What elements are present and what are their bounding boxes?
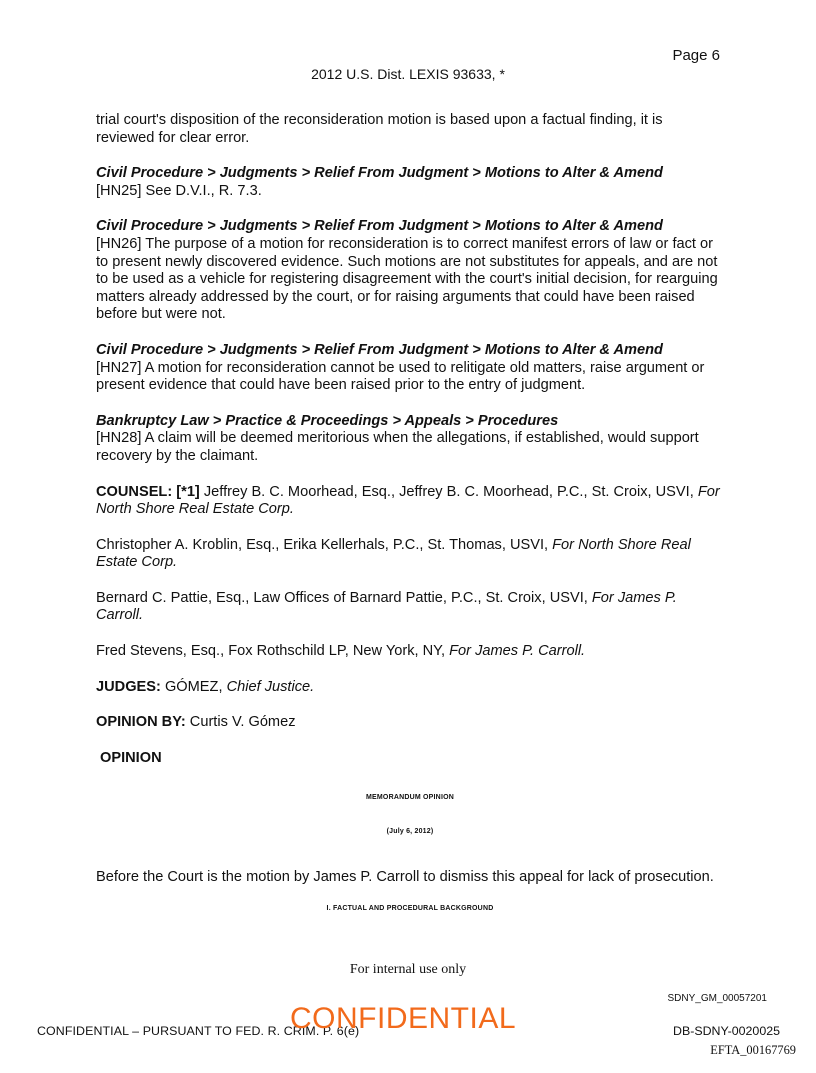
counsel-text: Christopher A. Kroblin, Esq.,	[96, 536, 280, 553]
judge-title: Chief Justice.	[226, 678, 315, 695]
opinion-by-label: OPINION BY:	[96, 714, 186, 731]
document-body	[96, 112, 724, 936]
headnote-topic: Civil Procedure > Judgments > Relief From Judgment > Motions to Alter & Amend	[96, 341, 663, 358]
counsel-label: COUNSEL:	[96, 483, 173, 500]
lexis-citation: 2012 U.S. Dist. LEXIS 93633, *	[311, 66, 505, 82]
headnote-hn26	[96, 218, 724, 324]
paragraph: trial court's disposition of the reconsideration motion is based upon a factual finding, it is reviewed for clear error.	[96, 112, 663, 146]
opinion-heading: OPINION	[100, 749, 162, 766]
counsel-client: For North Shore Real Estate Corp.	[96, 536, 691, 571]
headnote-topic: Bankruptcy Law > Practice & Proceedings > Appeals > Procedures	[96, 412, 559, 429]
headnote-topic: Civil Procedure > Judgments > Relief From Judgment > Motions to Alter & Amend	[96, 165, 663, 182]
counsel-client: For North Shore Real Estate Corp.	[96, 483, 720, 518]
counsel-entry	[96, 537, 724, 572]
opinion-by-line	[96, 714, 724, 732]
headnote-text: [HN26] The purpose of a motion for reconsideration is to correct manifest errors of law or fact or to present newly discovered evidence. Such motions are not substitutes for appeals, and are not to be used as a vehicle for registering disagreement with the court's initial decision, for rearguing matters already addressed by the court, or for raising arguments that could have been raised before but were not.	[96, 235, 718, 323]
counsel-entry	[96, 484, 724, 519]
paragraph: Before the Court is the motion by James P. Carroll to dismiss this appeal for lack of prosecution.	[96, 868, 714, 885]
judges-line	[96, 679, 724, 697]
section-heading: I. FACTUAL AND PROCEDURAL BACKGROUND	[326, 905, 494, 913]
headnote-topic: Civil Procedure > Judgments > Relief From Judgment > Motions to Alter & Amend	[96, 218, 663, 235]
judges-label: JUDGES:	[96, 678, 161, 695]
counsel-client: For James P. Carroll.	[449, 643, 586, 660]
counsel-client: For James P. Carroll.	[96, 589, 677, 624]
judge-name: GÓMEZ,	[164, 678, 223, 695]
bates-number-sdny: SDNY_GM_00057201	[667, 993, 767, 1004]
counsel-name: Erika Kellerhals	[283, 536, 385, 553]
counsel-text: , P.C., St. Thomas, USVI,	[384, 536, 549, 553]
headnote-text: [HN25] See D.V.I., R. 7.3.	[96, 182, 262, 199]
headnote-hn27	[96, 342, 724, 395]
headnote-text: [HN27] A motion for reconsideration cannot be used to relitigate old matters, raise argument or present evidence that could have been raised prior to the entry of judgment.	[96, 359, 705, 394]
memorandum-heading: MEMORANDUM OPINION	[366, 794, 454, 802]
bates-number-db: DB-SDNY-0020025	[673, 1024, 780, 1038]
headnote-hn25	[96, 165, 724, 200]
counsel-entry	[96, 643, 724, 661]
star-page-marker: [*1]	[176, 483, 200, 500]
opinion-author: Curtis V. Gómez	[189, 714, 296, 731]
confidential-notice: CONFIDENTIAL – PURSUANT TO FED. R. CRIM. P. 6(e)	[37, 1024, 360, 1038]
headnote-text: [HN28] A claim will be deemed meritorious when the allegations, if established, would support recovery by the claimant.	[96, 430, 699, 464]
confidential-stamp: CONFIDENTIAL	[290, 1002, 517, 1035]
headnote-hn28	[96, 413, 724, 466]
counsel-text: Bernard C. Pattie, Esq., Law Offices of Barnard Pattie, P.C., St. Croix, USVI,	[96, 589, 588, 606]
counsel-entry	[96, 590, 724, 625]
efta-number: EFTA_00167769	[710, 1043, 796, 1057]
page-number: Page 6	[672, 47, 720, 64]
internal-use-notice: For internal use only	[349, 962, 467, 977]
memorandum-date: (July 6, 2012)	[386, 828, 434, 836]
counsel-text: Fred Stevens, Esq., Fox Rothschild LP, New York, NY,	[96, 643, 446, 660]
counsel-text: Jeffrey B. C. Moorhead, Esq., Jeffrey B. C. Moorhead, P.C., St. Croix, USVI,	[203, 483, 694, 500]
